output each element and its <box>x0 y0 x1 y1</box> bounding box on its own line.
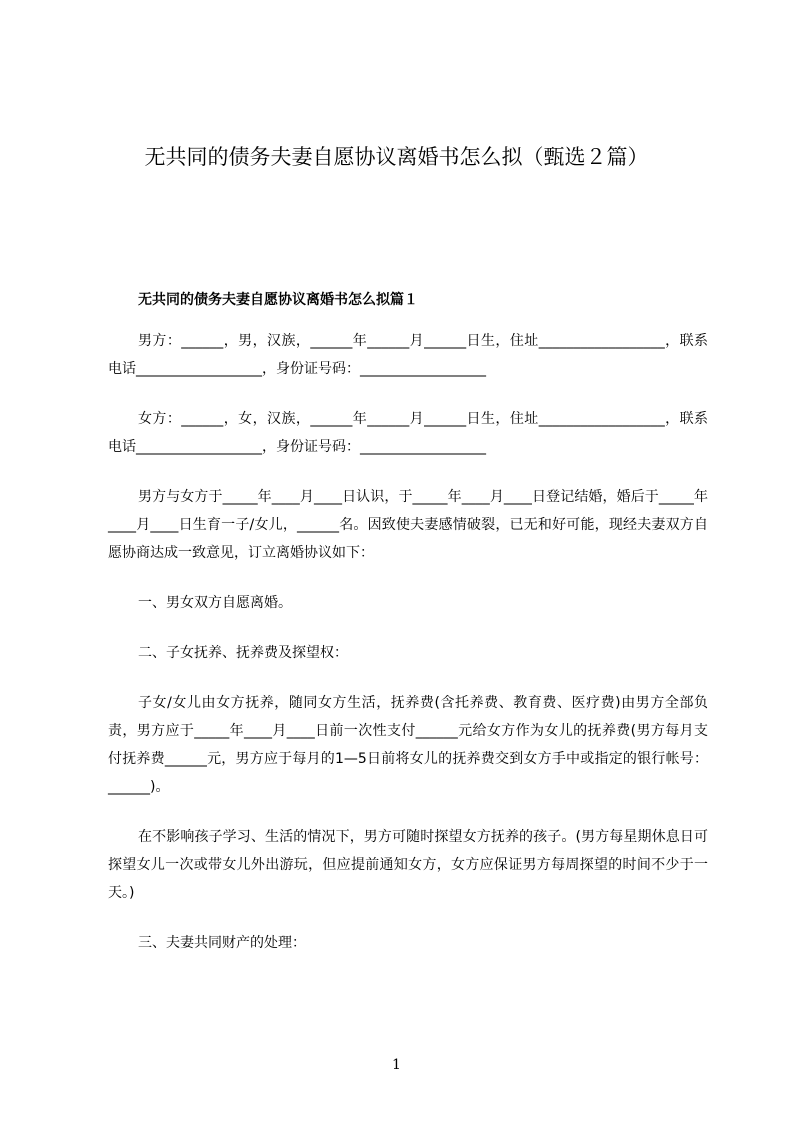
paragraph-clause-3: 三、夫妻共同财产的处理： <box>138 935 306 951</box>
paragraph-child-support: 子女/女儿由女方抚养，随同女方生活，抚养费(含托养费、教育费、医疗费)由男方全部负责，男方应于_____年____月____日前一次性支付______元给女方作为女儿的抚养费(男方每月支付抚养费______元，男方应于每月的1—5日前将女儿的抚养费交到女方手中或指定的银行帐号：______)。 <box>108 695 708 795</box>
paragraph-visitation: 在不影响孩子学习、生活的情况下，男方可随时探望女方抚养的孩子。(男方每星期休息日可探望女儿一次或带女儿外出游玩，但应提前通知女方，女方应保证男方每周探望的时间不少于一天。) <box>108 829 708 901</box>
paragraph-marriage-facts: 男方与女方于_____年____月____日认识，于_____年____月____日登记结婚，婚后于_____年____月____日生育一子/女儿，______名。因致使夫妻感情破裂，已无和好可能，现经夫妻双方自愿协商达成一致意见，订立离婚协议如下： <box>108 489 708 561</box>
page-number: 1 <box>392 1057 401 1073</box>
paragraph-clause-1: 一、男女双方自愿离婚。 <box>138 595 292 611</box>
document-body <box>108 286 708 979</box>
paragraph-female-party: 女方：______，女，汉族，______年______月______日生，住址__________________，联系电话__________________，身份证号码：__________________ <box>108 411 708 455</box>
paragraph-male-party: 男方：______，男，汉族，______年______月______日生，住址__________________，联系电话__________________，身份证号码：__________________ <box>108 333 708 377</box>
section-heading: 无共同的债务夫妻自愿协议离婚书怎么拟篇１ <box>138 292 418 308</box>
document-title: 无共同的债务夫妻自愿协议离婚书怎么拟（甄选２篇） <box>144 145 649 169</box>
paragraph-clause-2: 二、子女抚养、抚养费及探望权： <box>138 645 348 661</box>
